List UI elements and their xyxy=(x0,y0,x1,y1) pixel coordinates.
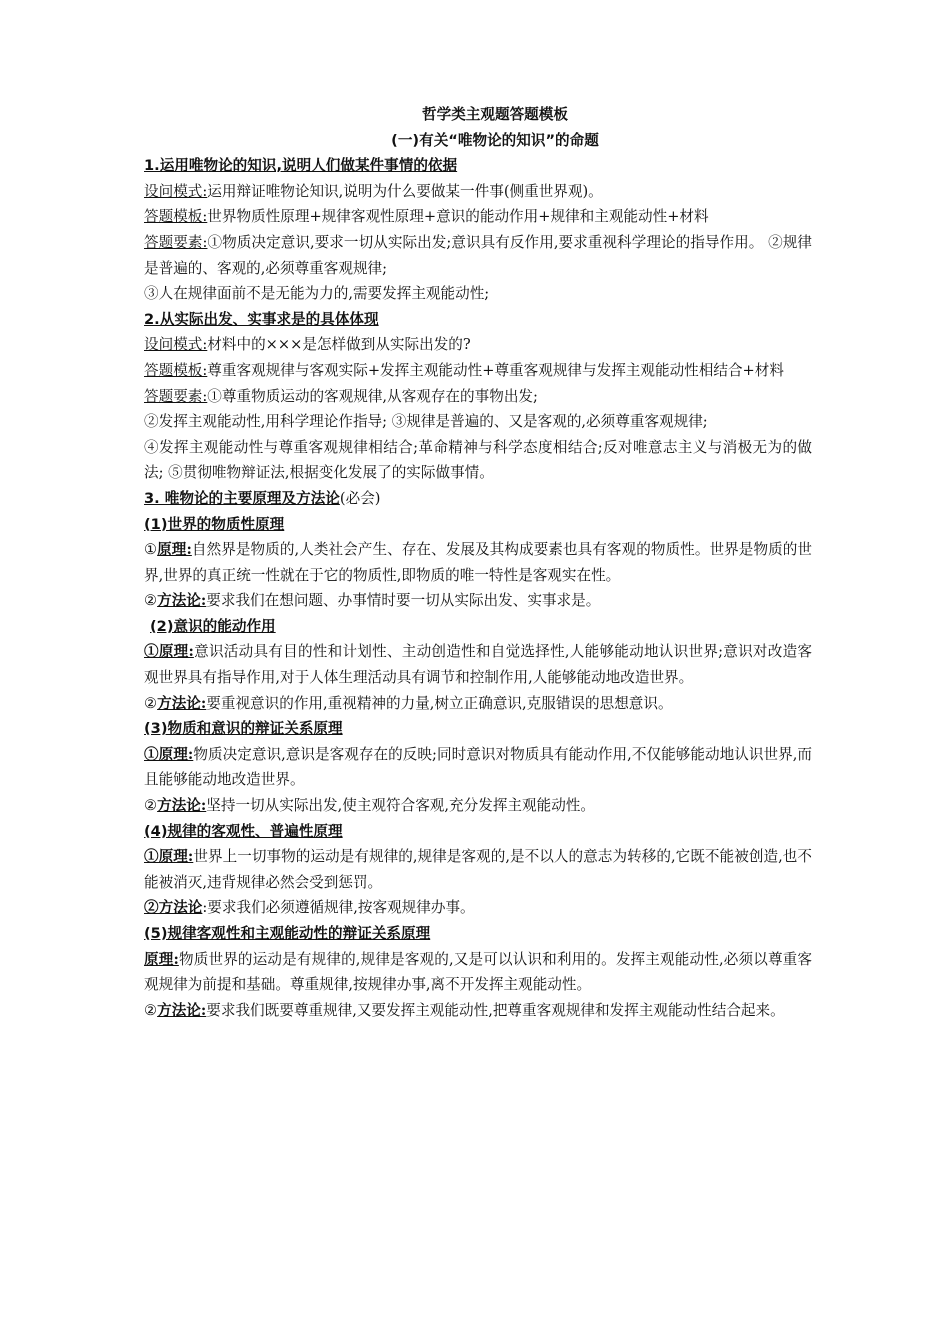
s1-elements-cont: ③人在规律面前不是无能为力的,需要发挥主观能动性; xyxy=(144,285,490,303)
s1-template: 答题模板:世界物质性原理+规律客观性原理+意识的能动作用+规律和主观能动性+材料 xyxy=(144,208,709,226)
p3-method: ②方法论:坚持一切从实际出发,使主观符合客观,充分发挥主观能动性。 xyxy=(144,797,595,815)
p3-principle: ①原理:物质决定意识,意识是客观存在的反映;同时意识对物质具有能动作用,不仅能够能动地认识世界,而且能够能动地改造世界。 xyxy=(144,745,813,789)
s2-elements: 答题要素:①尊重物质运动的客观规律,从客观存在的事物出发; xyxy=(144,387,538,405)
p1-heading: (1)世界的物质性原理 xyxy=(144,515,285,533)
s2-elements-line3: ④发挥主观能动性与尊重客观规律相结合;革命精神与科学态度相结合;反对唯意志主义与消极无为的做法; ⑤贯彻唯物辩证法,根据变化发展了的实际做事情。 xyxy=(144,438,812,482)
s2-elements-line2: ②发挥主观能动性,用科学理论作指导; ③规律是普遍的、又是客观的,必须尊重客观规律; xyxy=(144,413,708,431)
p4-method: ②方法论:要求我们必须遵循规律,按客观规律办事。 xyxy=(144,899,475,917)
section-subtitle: (一)有关“唯物论的知识”的命题 xyxy=(391,131,599,149)
s1-heading: 1.运用唯物论的知识,说明人们做某件事情的依据 xyxy=(144,157,458,175)
document-body xyxy=(144,102,812,1023)
p1-principle: ①原理:自然界是物质的,人类社会产生、存在、发展及其构成要素也具有客观的物质性。世界是物质的世界,世界的真正统一性就在于它的物质性,即物质的唯一特性是客观实在性。 xyxy=(144,541,812,584)
p5-principle: 原理:物质世界的运动是有规律的,规律是客观的,又是可以认识和利用的。发挥主观能动性,必须以尊重客观规律为前提和基础。尊重规律,按规律办事,离不开发挥主观能动性。 xyxy=(144,950,813,994)
s1-question: 设问模式:运用辩证唯物论知识,说明为什么要做某一件事(侧重世界观)。 xyxy=(144,182,603,200)
p2-method: ②方法论:要重视意识的作用,重视精神的力量,树立正确意识,克服错误的思想意识。 xyxy=(144,694,673,712)
s3-heading: 3. 唯物论的主要原理及方法论(必会) xyxy=(144,489,381,507)
page-title: 哲学类主观题答题模板 xyxy=(422,106,568,123)
s1-elements: 答题要素:①物质决定意识,要求一切从实际出发;意识具有反作用,要求重视科学理论的指导作用。 ②规律是普遍的、客观的,必须尊重客观规律; xyxy=(144,233,812,277)
p4-heading: (4)规律的客观性、普遍性原理 xyxy=(144,822,343,840)
p3-heading: (3)物质和意识的辩证关系原理 xyxy=(144,720,343,738)
p5-method: ②方法论:要求我们既要尊重规律,又要发挥主观能动性,把尊重客观规律和发挥主观能动性结合起来。 xyxy=(144,1001,785,1019)
p2-principle: ①原理:意识活动具有目的性和计划性、主动创造性和自觉选择性,人能够能动地认识世界;意识对改造客观世界具有指导作用,对于人体生理活动具有调节和控制作用,人能够能动地改造世界。 xyxy=(144,643,813,687)
s2-heading: 2.从实际出发、实事求是的具体体现 xyxy=(144,310,379,328)
s2-question: 设问模式:材料中的×××是怎样做到从实际出发的? xyxy=(144,336,471,354)
p5-heading: (5)规律客观性和主观能动性的辩证关系原理 xyxy=(144,925,431,942)
p2-heading: (2)意识的能动作用 xyxy=(150,617,276,635)
p1-method: ②方法论:要求我们在想问题、办事情时要一切从实际出发、实事求是。 xyxy=(144,592,601,610)
s2-template: 答题模板:尊重客观规律与客观实际+发挥主观能动性+尊重客观规律与发挥主观能动性相结合+材料 xyxy=(144,361,784,379)
p4-principle: ①原理:世界上一切事物的运动是有规律的,规律是客观的,是不以人的意志为转移的,它既不能被创造,也不能被消灭,违背规律必然会受到惩罚。 xyxy=(144,848,813,891)
